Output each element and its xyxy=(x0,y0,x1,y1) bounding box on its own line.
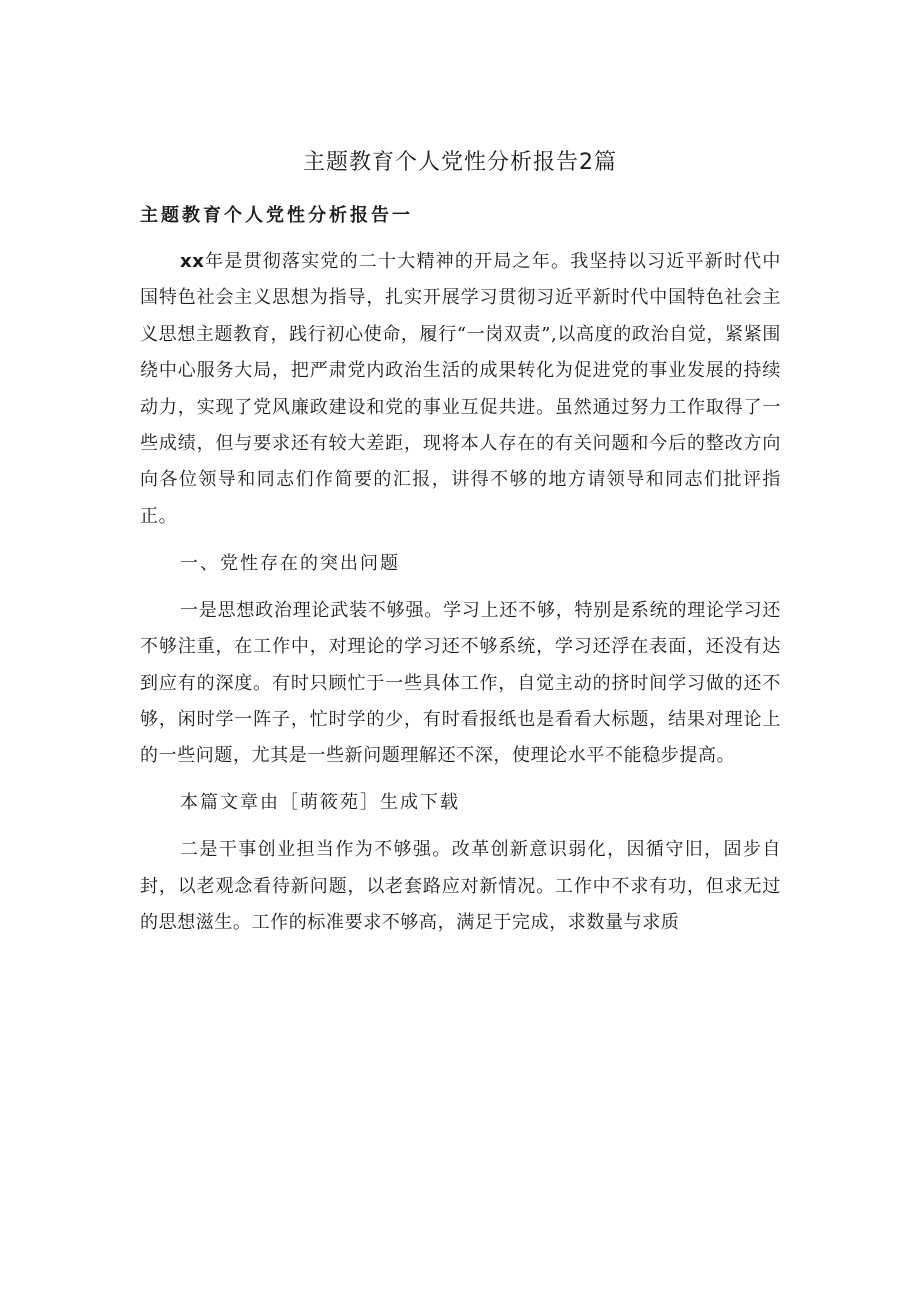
watermark-note: 本篇文章由［萌筱苑］生成下载 xyxy=(180,792,460,814)
paragraph-text: 年是贯彻落实党的二十大精神的开局之年。我坚持以习近平新时代中国特色社会主义思想为指导，扎实开展学习贯彻习近平新时代中国特色社会主义思想主题教育，践行初心使命，履行“一岗双责”,以高度的政治自觉，紧紧围绕中心服务大局，把严肃党内政治生活的成果转化为促进党的事业发展的持续动力，实现了党风廉政建设和党的事业互促共进。虽然通过努力工作取得了一些成绩，但与要求还有较大差距，现将本人存在的有关问题和今后的整改方向向各位领导和同志们作简要的汇报，讲得不够的地方请领导和同志们批评指正。 xyxy=(140,251,781,527)
paragraph-problem-two: 二是干事创业担当作为不够强。改革创新意识弱化，因循守旧，固步自封，以老观念看待新问题，以老套路应对新情况。工作中不求有功，但求无过的思想滋生。工作的标准要求不够高，满足于完成，求数量与求质 xyxy=(140,839,781,934)
paragraph-problem-one: 一是思想政治理论武装不够强。学习上还不够，特别是系统的理论学习还不够注重，在工作中，对理论的学习还不够系统，学习还浮在表面，还没有达到应有的深度。有时只顾忙于一些具体工作，自觉主动的挤时间学习做的还不够，闲时学一阵子，忙时学的少，有时看报纸也是看看大标题，结果对理论上的一些问题，尤其是一些新问题理解还不深，使理论水平不能稳步提高。 xyxy=(140,599,781,767)
section-heading: 一、党性存在的突出问题 xyxy=(180,552,400,574)
document-body xyxy=(140,244,781,952)
document-subtitle: 主题教育个人党性分析报告一 xyxy=(140,205,413,226)
paragraph-lead: xx xyxy=(180,251,205,272)
paragraph-intro xyxy=(140,244,781,535)
document-title: 主题教育个人党性分析报告2篇 xyxy=(303,150,617,175)
